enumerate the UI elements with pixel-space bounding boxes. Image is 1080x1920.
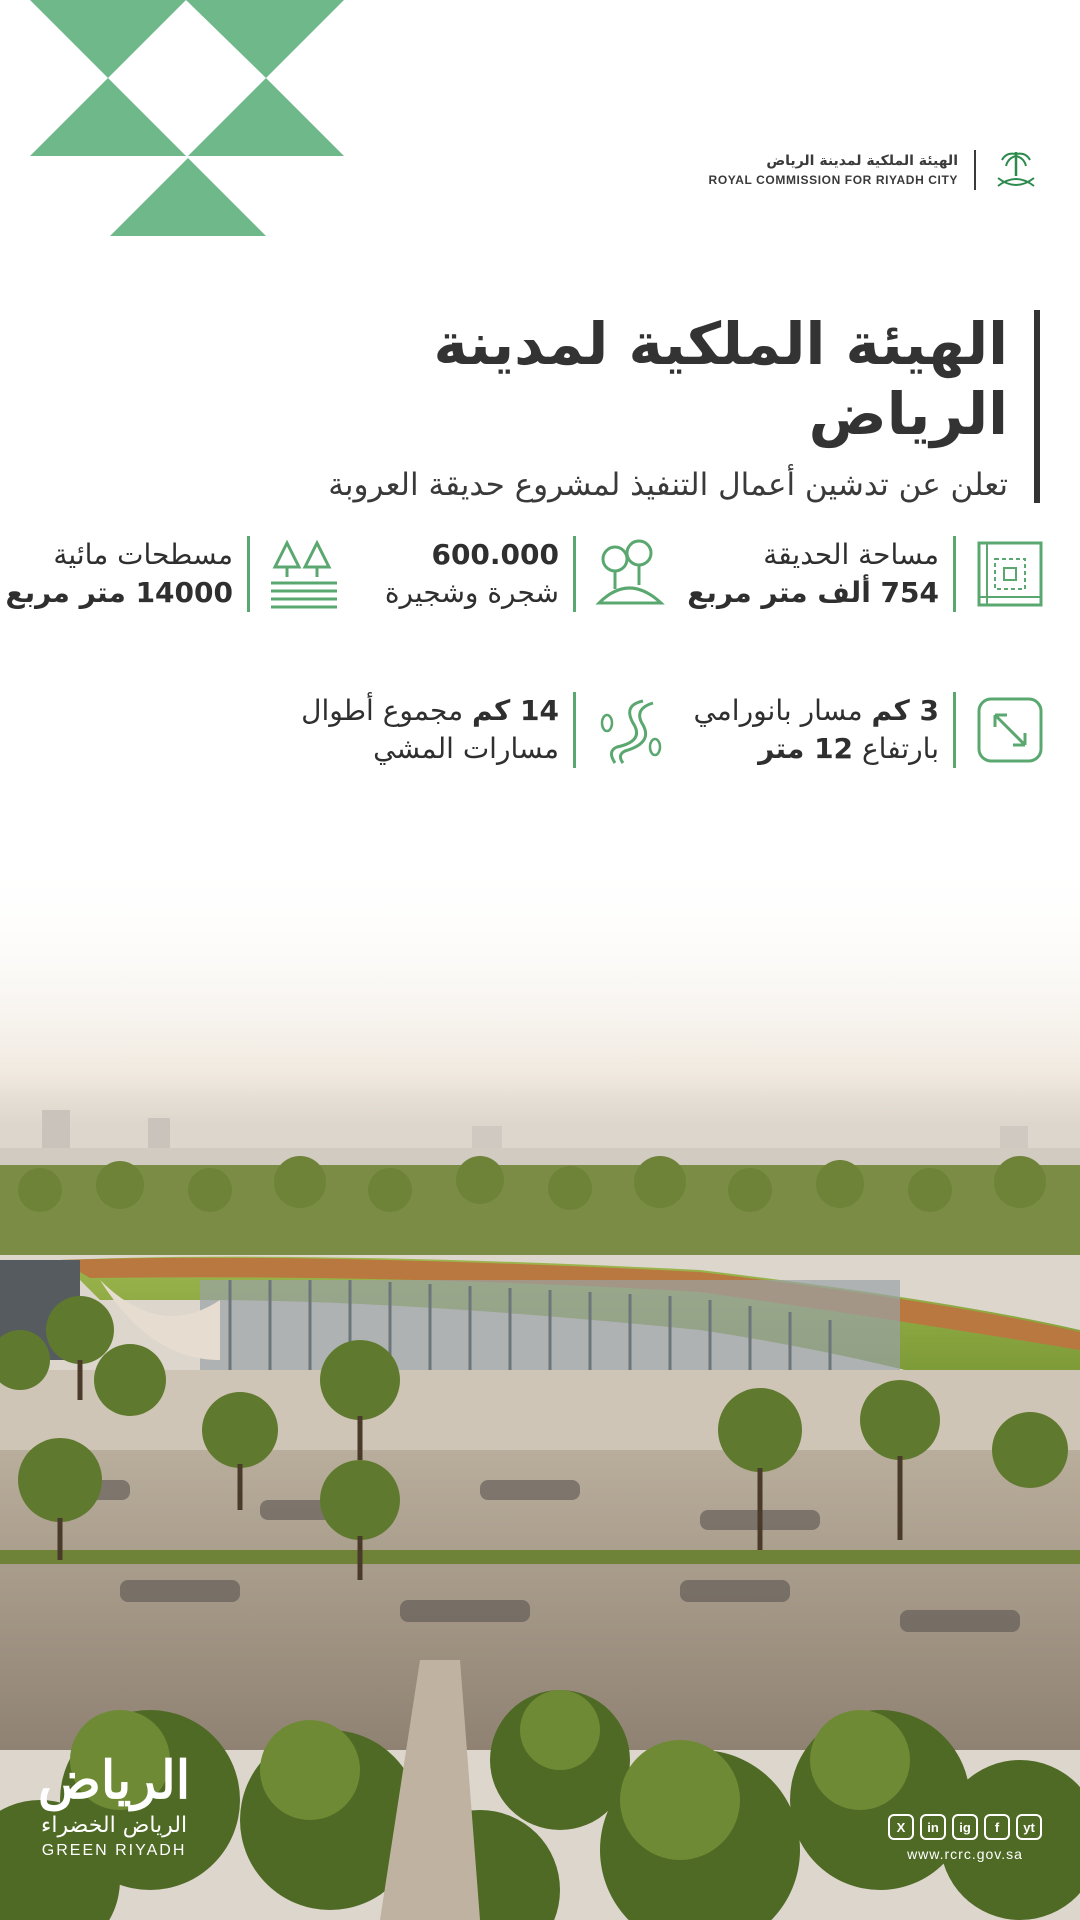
stat-label: مجموع أطوال xyxy=(301,694,464,728)
website-link[interactable]: www.rcrc.gov.sa xyxy=(907,1846,1023,1862)
stat-label: مسارات المشي xyxy=(373,732,559,765)
instagram-icon[interactable]: ig xyxy=(952,1814,978,1840)
scene-fade-overlay xyxy=(0,860,1080,1100)
stat-panoramic-path xyxy=(693,690,1050,770)
x-icon[interactable]: X xyxy=(888,1814,914,1840)
stat-label: مسطحات مائية xyxy=(53,538,233,572)
org-name-ar: الهيئة الملكية لمدينة الرياض xyxy=(766,153,958,169)
stat-value: 600.000 xyxy=(431,538,559,572)
stat-label: شجرة وشجيرة xyxy=(384,576,559,609)
stat-divider xyxy=(953,536,956,612)
stat-walking-paths xyxy=(301,690,670,770)
logo-divider xyxy=(974,150,976,190)
stat-park-area xyxy=(687,534,1050,614)
page-title: الهيئة الملكية لمدينة الرياض xyxy=(433,310,1008,448)
brand-name-en: GREEN RIYADH xyxy=(41,1842,187,1859)
stat-value: 14 كم xyxy=(472,694,559,728)
stat-water xyxy=(6,534,345,614)
area-icon xyxy=(970,534,1050,614)
org-name-en: ROYAL COMMISSION FOR RIYADH CITY xyxy=(708,173,958,187)
brand-name-ar: الرياض الخضراء xyxy=(41,1813,188,1838)
palm-swords-icon xyxy=(992,148,1040,192)
stat-divider xyxy=(573,692,576,768)
stat-divider xyxy=(953,692,956,768)
path-icon xyxy=(590,690,670,770)
decorative-triangles xyxy=(0,0,360,250)
trees-icon xyxy=(590,534,670,614)
social-links xyxy=(888,1814,1042,1862)
title-block xyxy=(240,310,1040,503)
stat-divider xyxy=(247,536,250,612)
stat-value: 754 ألف متر مربع xyxy=(687,576,939,609)
facebook-icon[interactable]: f xyxy=(984,1814,1010,1840)
linkedin-icon[interactable]: in xyxy=(920,1814,946,1840)
page-subtitle: تعلن عن تدشين أعمال التنفيذ لمشروع حديقة العروبة xyxy=(328,467,1008,504)
water-icon xyxy=(264,534,344,614)
stat-value: 3 كم xyxy=(871,694,939,728)
brand-mark: الرياض xyxy=(38,1749,191,1811)
stat-label: مسار بانورامي xyxy=(693,694,863,728)
stat-value: 14000 متر مربع xyxy=(5,576,233,609)
stat-label: مساحة الحديقة xyxy=(763,538,939,572)
green-riyadh-logo xyxy=(38,1749,191,1860)
royal-commission-logo xyxy=(709,148,1040,192)
stat-value: 12 متر xyxy=(758,732,854,765)
expand-icon xyxy=(970,690,1050,770)
youtube-icon[interactable]: yt xyxy=(1016,1814,1042,1840)
stat-divider xyxy=(573,536,576,612)
stat-trees xyxy=(385,534,670,614)
stat-label: بارتفاع xyxy=(861,732,939,765)
